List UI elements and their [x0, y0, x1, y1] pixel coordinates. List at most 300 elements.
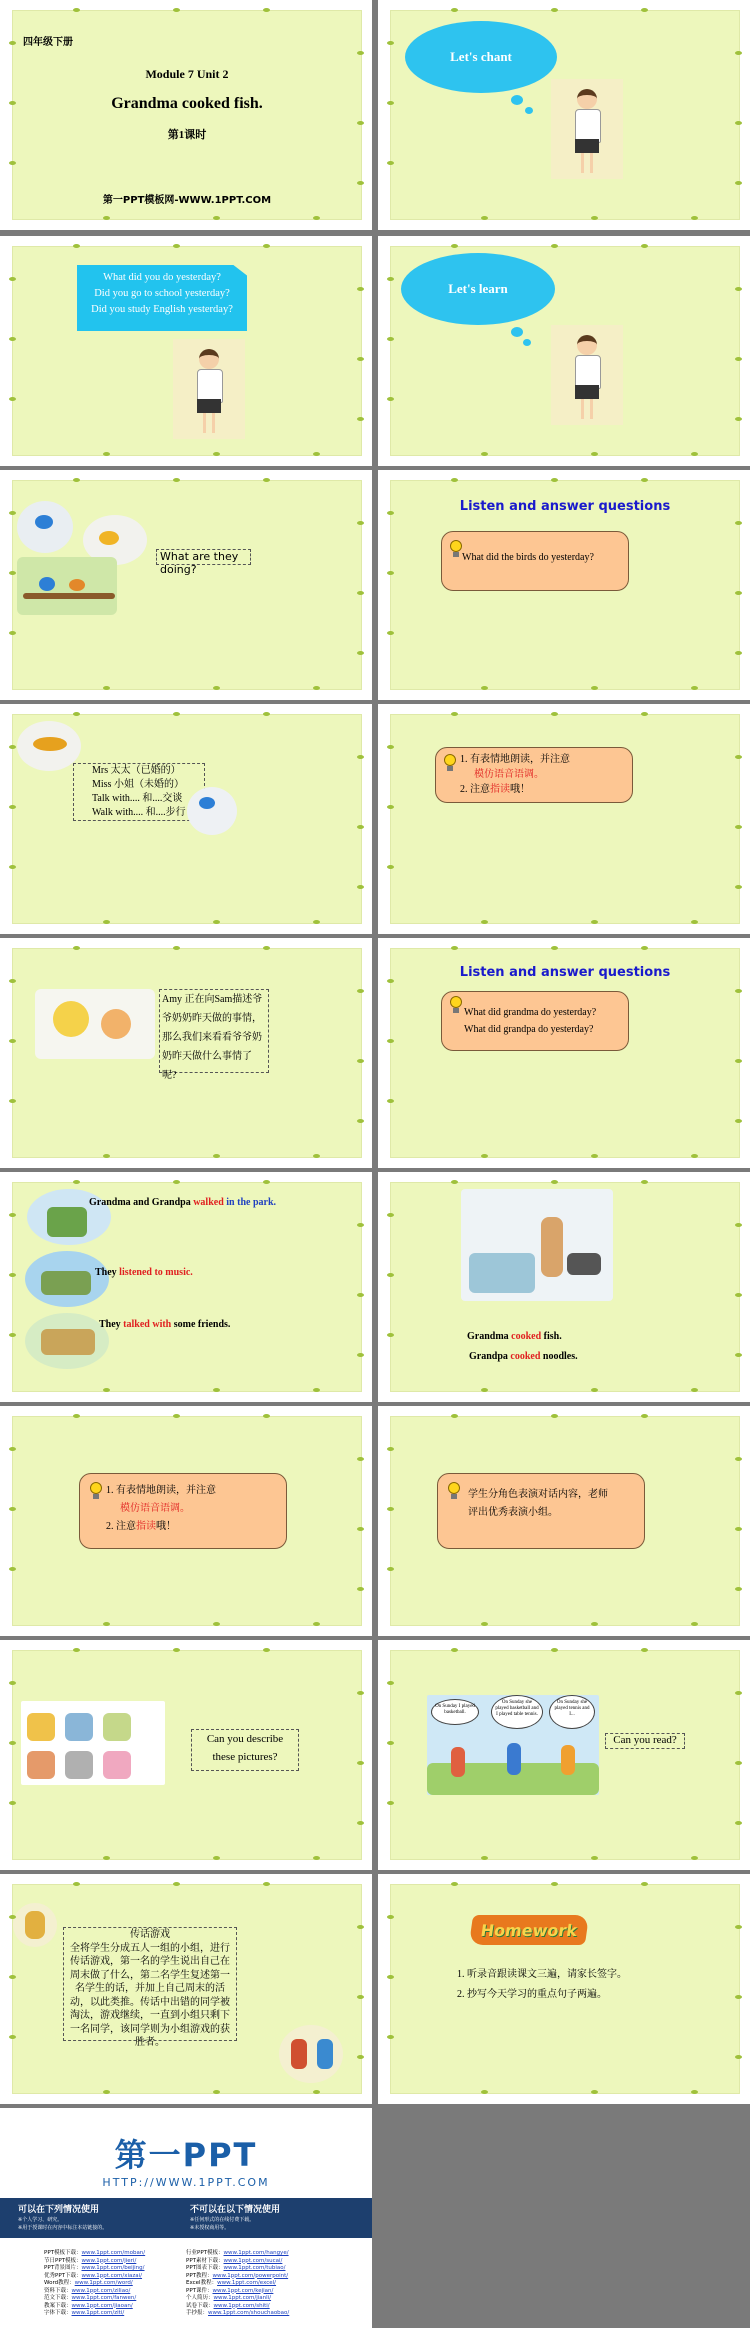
leaf-decoration — [357, 885, 364, 889]
vocabulary-box — [73, 763, 205, 821]
instruction-box — [437, 1473, 645, 1549]
slide-7-background — [12, 714, 362, 924]
leaf-decoration — [387, 631, 394, 635]
leaf-decoration — [357, 2055, 364, 2059]
leaf-decoration — [313, 1388, 320, 1392]
logo-text: 第一PPT — [114, 2136, 258, 2174]
teacher-skirt — [575, 385, 599, 399]
slide-4 — [378, 236, 750, 466]
leaf-decoration — [387, 571, 394, 575]
leaf-decoration — [451, 1882, 458, 1886]
instruction-line-3-highlight: 指读 — [490, 784, 510, 795]
slide-9 — [0, 938, 372, 1168]
leaf-decoration — [213, 1154, 220, 1158]
story-box — [159, 989, 269, 1081]
bird-yellow — [33, 737, 67, 751]
leaf-decoration — [313, 1622, 320, 1626]
question-text: What did the birds do yesterday? — [462, 552, 594, 563]
footer-link[interactable]: www.1ppt.com/jieri/ — [81, 2257, 137, 2264]
leaf-decoration — [735, 1761, 742, 1765]
instruction-line-2: 模仿语音语调。 — [120, 1503, 190, 1514]
leaf-decoration — [735, 1527, 742, 1531]
leaf-decoration — [735, 1925, 742, 1929]
leaf-decoration — [357, 989, 364, 993]
leaf-decoration — [735, 1691, 742, 1695]
leaf-decoration — [313, 452, 320, 456]
footer-link-label: Excel教程： — [186, 2280, 218, 2286]
leaf-decoration — [691, 452, 698, 456]
leaf-decoration — [735, 885, 742, 889]
leaf-decoration — [735, 1457, 742, 1461]
comic-panel — [65, 1751, 93, 1779]
leaf-decoration — [263, 478, 270, 482]
footer-link-row — [186, 2258, 289, 2266]
footer-link-row — [186, 2265, 289, 2273]
footer-link[interactable]: www.1ppt.com/jiaoan/ — [71, 2302, 133, 2309]
slide-17 — [0, 1874, 372, 2104]
leaf-decoration — [735, 1587, 742, 1591]
question-2: Did you go to school yesterday? — [94, 288, 230, 299]
leaf-decoration — [735, 651, 742, 655]
slide-18 — [378, 1874, 750, 2104]
footer-link-row — [186, 2280, 289, 2288]
leaf-decoration — [103, 686, 110, 690]
instruction-text — [106, 1482, 216, 1536]
boy-figure — [25, 1911, 45, 1939]
homework-banner — [469, 1915, 589, 1945]
footer-link[interactable]: www.1ppt.com/jianli/ — [213, 2295, 272, 2301]
sentence-3 — [99, 1319, 230, 1330]
bird-yellow — [99, 531, 119, 545]
slide-15-background — [12, 1650, 362, 1860]
lightbulb-icon — [446, 1482, 462, 1500]
leaf-decoration — [641, 244, 648, 248]
footer-link-label: 教案下载： — [44, 2302, 72, 2309]
leaf-decoration — [451, 1414, 458, 1418]
lightbulb-icon — [88, 1482, 104, 1500]
leaf-decoration — [735, 287, 742, 291]
leaf-decoration — [387, 1681, 394, 1685]
footer-link[interactable]: www.1ppt.com/sucai/ — [223, 2257, 283, 2264]
leaf-decoration — [9, 1915, 16, 1919]
leaf-decoration — [551, 1414, 558, 1418]
allowed-item-1: ※个人学习、研究。 — [18, 2217, 63, 2223]
footer-link[interactable]: www.1ppt.com/ziliao/ — [71, 2287, 131, 2294]
question-3: Did you study English yesterday? — [91, 304, 233, 315]
slide-10-background — [390, 948, 740, 1158]
leaf-decoration — [387, 1801, 394, 1805]
footer-link[interactable]: www.1ppt.com/shiti/ — [213, 2302, 270, 2309]
footer-link[interactable]: www.1ppt.com/hangye/ — [223, 2250, 289, 2256]
footer-link[interactable]: www.1ppt.com/beijing/ — [81, 2265, 145, 2271]
leaf-decoration — [357, 755, 364, 759]
leaf-decoration — [73, 1180, 80, 1184]
leaf-decoration — [691, 1154, 698, 1158]
leaf-decoration — [387, 1507, 394, 1511]
leaf-decoration — [735, 417, 742, 421]
question-text: What are they doing? — [160, 550, 239, 576]
forbidden-item-1: ※任何形式的在线付费下载。 — [190, 2217, 255, 2223]
comic-panel — [27, 1713, 55, 1741]
footer-link[interactable]: www.1ppt.com/xiazai/ — [81, 2272, 143, 2279]
leaf-decoration — [9, 397, 16, 401]
leaf-decoration — [387, 101, 394, 105]
footer-link[interactable]: www.1ppt.com/tubiao/ — [223, 2265, 286, 2271]
leaf-decoration — [103, 1856, 110, 1860]
leaf-decoration — [551, 244, 558, 248]
leaf-decoration — [451, 8, 458, 12]
question-1: What did you do yesterday? — [103, 272, 221, 283]
slide-9-background — [12, 948, 362, 1158]
footer-link[interactable]: www.1ppt.com/excel/ — [217, 2280, 277, 2286]
story-text: Amy 正在向Sam描述爷爷奶奶昨天做的事情，那么我们来看看爷爷奶奶昨天做什么事情了呢? — [162, 994, 263, 1081]
leaf-decoration — [551, 8, 558, 12]
leaf-decoration — [9, 1039, 16, 1043]
footer-link-label: 手抄报： — [186, 2310, 209, 2316]
branch — [23, 593, 115, 599]
leaf-decoration — [9, 1975, 16, 1979]
speech-bubble-3-text: On Sunday she played tennis and I... — [554, 1700, 590, 1717]
forbidden-item-2: ※未授权商用等。 — [190, 2225, 230, 2231]
leaf-decoration — [9, 511, 16, 515]
sentence-1-prep: in — [223, 1197, 238, 1208]
sentence-2-start: Grandpa — [469, 1351, 511, 1362]
slide-4-background — [390, 246, 740, 456]
instruction-box — [79, 1473, 287, 1549]
leaf-decoration — [481, 1622, 488, 1626]
leaf-decoration — [481, 2090, 488, 2094]
leaf-decoration — [173, 1648, 180, 1652]
leaf-decoration — [551, 1180, 558, 1184]
footer-link-label: PPT课件： — [186, 2287, 213, 2294]
leaf-decoration — [591, 920, 598, 924]
leaf-decoration — [735, 989, 742, 993]
leaf-decoration — [357, 417, 364, 421]
leaf-decoration — [551, 1882, 558, 1886]
leaf-decoration — [73, 8, 80, 12]
leaf-decoration — [357, 1691, 364, 1695]
leaf-decoration — [103, 1388, 110, 1392]
leaf-decoration — [103, 216, 110, 220]
slide-17-background — [12, 1884, 362, 2094]
teacher-shirt — [197, 369, 223, 403]
leaf-decoration — [313, 686, 320, 690]
vocab-2: Miss 小姐（未婚的） — [92, 779, 184, 790]
leaf-decoration — [9, 337, 16, 341]
sentence-1 — [89, 1197, 276, 1208]
sentence-1-start: Grandma — [467, 1331, 512, 1342]
lesson-title: Grandma cooked fish. — [111, 95, 263, 112]
leaf-decoration — [735, 357, 742, 361]
leaf-decoration — [591, 686, 598, 690]
leaf-decoration — [387, 1915, 394, 1919]
leaf-decoration — [103, 1154, 110, 1158]
instruction-text — [460, 752, 570, 797]
footer-link-label: PPT图表下载： — [186, 2265, 224, 2271]
sentence-2 — [469, 1351, 578, 1362]
footer-link[interactable]: www.1ppt.com/ziti/ — [71, 2310, 125, 2316]
footer-link[interactable]: www.1ppt.com/word/ — [74, 2280, 133, 2286]
kitchen-counter — [469, 1253, 535, 1293]
leaf-decoration — [357, 1527, 364, 1531]
comic-panel — [27, 1751, 55, 1779]
cloud-dot — [525, 107, 533, 114]
leaf-decoration — [481, 216, 488, 220]
leaf-decoration — [263, 1180, 270, 1184]
chant-cloud — [405, 21, 557, 93]
leaf-decoration — [73, 1414, 80, 1418]
leaf-decoration — [9, 1741, 16, 1745]
allowed-heading: 可以在下列情况使用 — [18, 2205, 100, 2215]
leaf-decoration — [357, 591, 364, 595]
leaf-decoration — [173, 946, 180, 950]
vocab-3: Talk with.... 和....交谈 — [92, 793, 183, 804]
leaf-decoration — [103, 920, 110, 924]
vocab-1: Mrs 太太（已婚的） — [92, 765, 181, 776]
speech-bubble-3 — [549, 1695, 595, 1729]
leaf-decoration — [263, 8, 270, 12]
leaf-decoration — [9, 745, 16, 749]
leaf-decoration — [641, 478, 648, 482]
leaf-decoration — [735, 181, 742, 185]
allowed-item-2: ※用于授课时在内容中标注本站链接的。 — [18, 2225, 108, 2231]
leaf-decoration — [451, 946, 458, 950]
leaf-decoration — [591, 1388, 598, 1392]
kid-figure — [507, 1743, 521, 1775]
leaf-decoration — [735, 1223, 742, 1227]
leaf-decoration — [387, 397, 394, 401]
leaf-decoration — [387, 337, 394, 341]
footer-link-label: 范文下载： — [44, 2295, 72, 2301]
leaf-decoration — [73, 1648, 80, 1652]
leaf-decoration — [641, 1882, 648, 1886]
instruction-box — [435, 747, 633, 803]
empty-gray-area — [378, 2108, 750, 2328]
footer-link-row — [186, 2288, 289, 2296]
leaf-decoration — [357, 1995, 364, 1999]
logo — [0, 2130, 372, 2189]
question-list — [77, 270, 247, 318]
sentence-2-verb: listened to music. — [119, 1267, 193, 1278]
leaf-decoration — [103, 452, 110, 456]
prompt-box — [605, 1733, 685, 1749]
leaf-decoration — [481, 1154, 488, 1158]
leaf-decoration — [9, 1507, 16, 1511]
leaf-decoration — [691, 1856, 698, 1860]
leaf-decoration — [313, 1856, 320, 1860]
question-2: What did grandpa do yesterday? — [464, 1024, 594, 1035]
leaf-decoration — [591, 216, 598, 220]
kid-figure — [561, 1745, 575, 1775]
slide-7 — [0, 704, 372, 934]
slide-19 — [0, 2108, 372, 2328]
leaf-decoration — [313, 1154, 320, 1158]
sentence-3-start: They — [99, 1319, 124, 1330]
leaf-decoration — [9, 571, 16, 575]
leaf-decoration — [451, 712, 458, 716]
leaf-decoration — [357, 1821, 364, 1825]
leaf-decoration — [551, 946, 558, 950]
footer-link-row — [44, 2265, 145, 2273]
sentence-1-verb: cooked — [511, 1331, 542, 1342]
footer-link[interactable]: www.1ppt.com/fanwen/ — [71, 2295, 137, 2301]
leaf-decoration — [387, 1447, 394, 1451]
leaf-decoration — [591, 1856, 598, 1860]
lightbulb-icon — [442, 754, 458, 772]
cloud-dot — [511, 327, 523, 337]
tree-branch-image — [17, 557, 117, 615]
leaf-decoration — [735, 521, 742, 525]
slide-10 — [378, 938, 750, 1168]
leaf-decoration — [357, 1587, 364, 1591]
instruction-line-3-end: 哦！ — [510, 784, 530, 795]
leaf-decoration — [387, 277, 394, 281]
leaf-decoration — [387, 1333, 394, 1337]
instruction-line-1: 1. 有表情地朗读，并注意 — [460, 754, 570, 765]
leaf-decoration — [313, 216, 320, 220]
leaf-decoration — [357, 357, 364, 361]
question-box — [441, 991, 629, 1051]
slide-3-background — [12, 246, 362, 456]
footer-link-row — [44, 2288, 145, 2296]
leaf-decoration — [313, 920, 320, 924]
leaf-decoration — [735, 591, 742, 595]
leaf-decoration — [451, 244, 458, 248]
instruction-line-3-highlight: 指读 — [136, 1521, 156, 1532]
music-people — [41, 1271, 91, 1295]
leaf-decoration — [387, 805, 394, 809]
sentence-2-verb: cooked — [510, 1351, 541, 1362]
prompt-line-2: these pictures? — [212, 1751, 278, 1763]
links-right — [186, 2250, 289, 2318]
slide-14-background — [390, 1416, 740, 1626]
footer-link-row — [44, 2310, 145, 2318]
lesson-number: 第1课时 — [167, 129, 207, 141]
teacher-legs — [203, 413, 215, 433]
learn-cloud — [401, 253, 555, 325]
footer-link[interactable]: www.1ppt.com/powerpoint/ — [212, 2272, 289, 2279]
slide-2 — [378, 0, 750, 230]
leaf-decoration — [263, 244, 270, 248]
leaf-decoration — [357, 181, 364, 185]
leaf-decoration — [387, 1099, 394, 1103]
leaf-decoration — [357, 521, 364, 525]
site-label: 第一PPT模板网-WWW.1PPT.COM — [102, 195, 272, 206]
leaf-decoration — [213, 2090, 220, 2094]
speech-bubble-1 — [431, 1699, 479, 1725]
footer-link-row — [186, 2310, 289, 2318]
sentence-1 — [467, 1331, 562, 1342]
links-left — [44, 2250, 145, 2318]
footer-link-row — [186, 2295, 289, 2303]
teacher-head — [577, 89, 597, 109]
prompt-text: Can you read? — [613, 1734, 677, 1746]
footer-link[interactable]: www.1ppt.com/shouchaobao/ — [208, 2310, 290, 2316]
slide-3 — [0, 236, 372, 466]
leaf-decoration — [357, 1293, 364, 1297]
leaf-decoration — [551, 478, 558, 482]
leaf-decoration — [9, 2035, 16, 2039]
leaf-decoration — [357, 1925, 364, 1929]
slide-13 — [0, 1406, 372, 1636]
leaf-decoration — [641, 1648, 648, 1652]
slide-8 — [378, 704, 750, 934]
footer-link-row — [44, 2303, 145, 2311]
leaf-decoration — [357, 1059, 364, 1063]
slide-8-background — [390, 714, 740, 924]
homework-title: Homework — [479, 1920, 579, 1940]
footer-link-label: 字体下载： — [44, 2310, 72, 2316]
leaf-decoration — [357, 1761, 364, 1765]
lightbulb-icon — [448, 996, 464, 1014]
slide-title: Listen and answer questions — [459, 965, 671, 980]
slide-16-background — [390, 1650, 740, 1860]
footer-link-row — [44, 2295, 145, 2303]
slide-12-background — [390, 1182, 740, 1392]
leaf-decoration — [173, 1414, 180, 1418]
footer-link[interactable]: www.1ppt.com/kejian/ — [212, 2287, 274, 2294]
game-box — [63, 1927, 237, 2048]
kid-figure — [317, 2039, 333, 2069]
comic-panel — [103, 1713, 131, 1741]
question-list — [464, 1004, 596, 1038]
leaf-decoration — [173, 1882, 180, 1886]
leaf-decoration — [387, 1567, 394, 1571]
footer-link-label: PPT素材下载： — [186, 2257, 224, 2264]
kid-figure — [451, 1747, 465, 1777]
slide-2-background — [390, 10, 740, 220]
teacher-head — [199, 349, 219, 369]
footer-link-row — [44, 2258, 145, 2266]
leaf-decoration — [103, 2090, 110, 2094]
leaf-decoration — [9, 979, 16, 983]
leaf-decoration — [173, 244, 180, 248]
leaf-decoration — [9, 101, 16, 105]
slide-title: Listen and answer questions — [459, 499, 671, 514]
leaf-decoration — [735, 1353, 742, 1357]
leaf-decoration — [387, 865, 394, 869]
leaf-decoration — [387, 41, 394, 45]
leaf-decoration — [213, 1856, 220, 1860]
question-box — [441, 531, 629, 591]
leaf-decoration — [9, 865, 16, 869]
instruction-line-3-start: 2. 注意 — [106, 1521, 136, 1532]
leaf-decoration — [357, 1457, 364, 1461]
leaf-decoration — [451, 478, 458, 482]
bird-blue — [199, 797, 215, 809]
leaf-decoration — [387, 1741, 394, 1745]
slide-11 — [0, 1172, 372, 1402]
footer-link-label: 行业PPT模板： — [186, 2250, 224, 2256]
leaf-decoration — [213, 452, 220, 456]
footer-link-row — [186, 2250, 289, 2258]
leaf-decoration — [213, 686, 220, 690]
leaf-decoration — [213, 1622, 220, 1626]
leaf-decoration — [9, 1447, 16, 1451]
teacher-illustration — [551, 325, 623, 425]
park-people — [47, 1207, 87, 1237]
leaf-decoration — [9, 41, 16, 45]
stove — [567, 1253, 601, 1275]
footer-link[interactable]: www.1ppt.com/moban/ — [81, 2250, 146, 2256]
leaf-decoration — [357, 1353, 364, 1357]
leaf-decoration — [735, 755, 742, 759]
slide-12 — [378, 1172, 750, 1402]
leaf-decoration — [551, 1648, 558, 1652]
leaf-decoration — [357, 51, 364, 55]
footer-link-label: PPT教程： — [186, 2272, 213, 2279]
instruction-line-3 — [106, 1518, 216, 1536]
